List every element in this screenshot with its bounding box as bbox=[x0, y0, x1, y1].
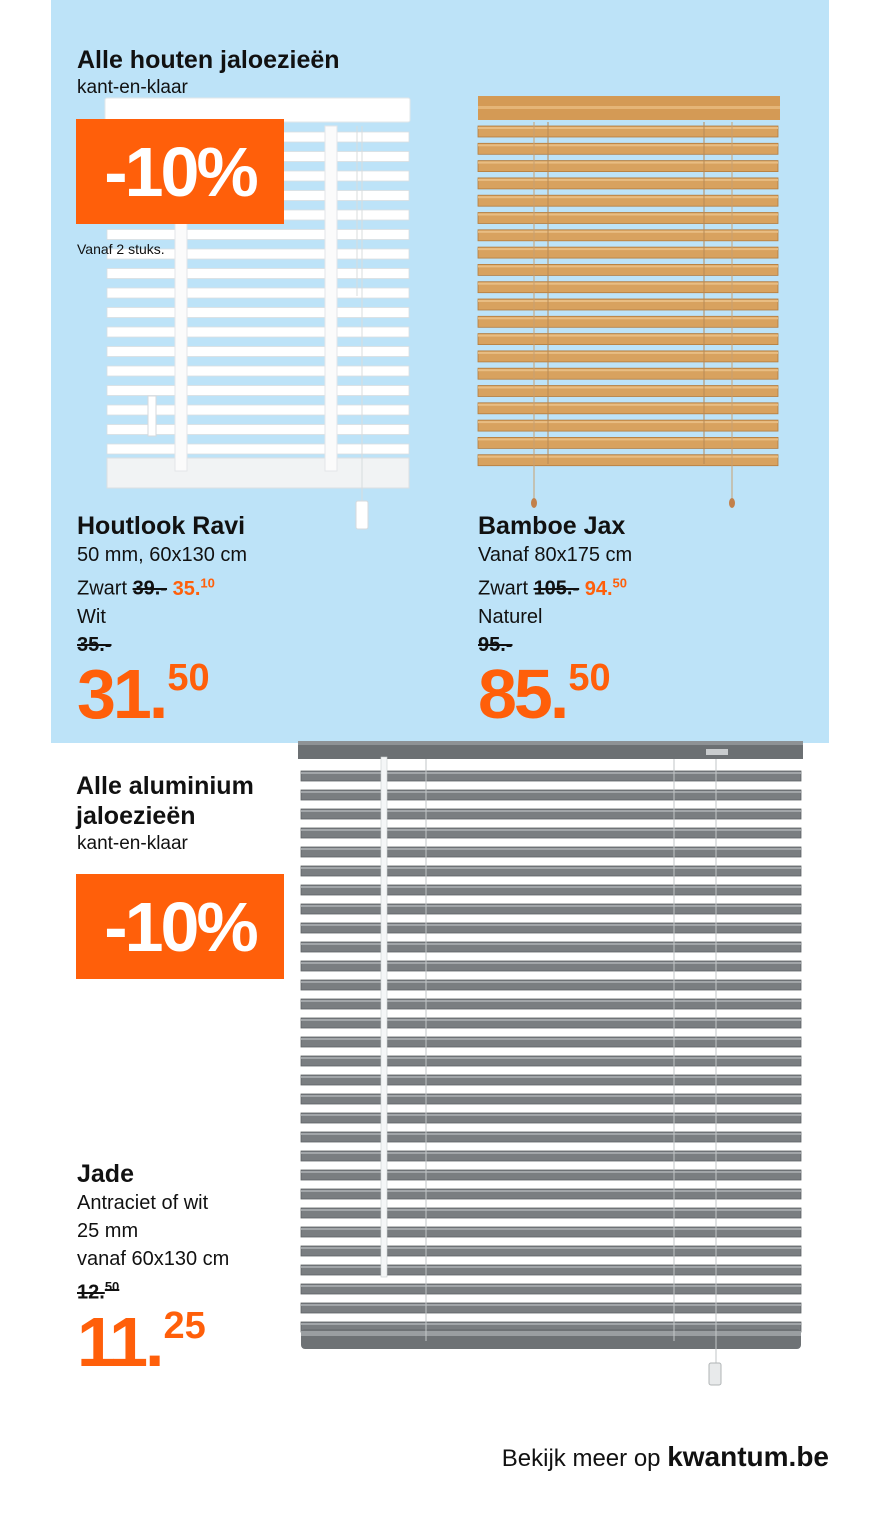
blind-slat-highlight bbox=[478, 317, 778, 319]
blind-slat-highlight bbox=[301, 791, 801, 793]
blind-slat-highlight bbox=[478, 265, 778, 267]
old-price: 12.50 bbox=[77, 1279, 120, 1304]
blind-slat-highlight bbox=[301, 1000, 801, 1002]
product-name: Jade bbox=[77, 1160, 134, 1188]
product-size: 50 mm, 60x130 cm bbox=[77, 544, 248, 566]
alu-section-title-line1: Alle aluminium bbox=[76, 772, 254, 800]
alu-section-subtitle: kant-en-klaar bbox=[77, 833, 188, 854]
blind-slat-highlight bbox=[478, 248, 778, 250]
blind-slat-highlight bbox=[301, 943, 801, 945]
wood-section-title: Alle houten jaloezieën bbox=[77, 46, 340, 74]
blind-slat-highlight bbox=[301, 924, 801, 926]
blind-slat-highlight bbox=[301, 962, 801, 964]
blind-slat-highlight bbox=[301, 1133, 801, 1135]
footer-link[interactable] bbox=[502, 1441, 829, 1473]
product-ravi bbox=[77, 511, 407, 733]
variant-new-price: 94.50 bbox=[584, 575, 627, 600]
alu-discount-badge: -10% bbox=[76, 874, 284, 979]
blind-slat-highlight bbox=[478, 231, 778, 233]
blind-slat-highlight bbox=[301, 1323, 801, 1325]
variant-color: Zwart bbox=[77, 577, 127, 600]
variant-color: Zwart bbox=[478, 577, 528, 600]
wood-discount-badge: -10% bbox=[76, 119, 284, 224]
blind-slat-highlight bbox=[478, 179, 778, 181]
product-name: Houtlook Ravi bbox=[77, 512, 246, 540]
blind-slat-highlight bbox=[301, 1228, 801, 1230]
blind-slat-highlight bbox=[478, 283, 778, 285]
blind-slat-highlight bbox=[301, 1266, 801, 1268]
variant-zwart-price bbox=[478, 569, 808, 603]
sale-price: 31.50 bbox=[77, 654, 210, 733]
blind-slat-highlight bbox=[478, 387, 778, 389]
product-size: vanaf 60x130 cm bbox=[77, 1248, 230, 1270]
blind-slat-highlight bbox=[301, 1038, 801, 1040]
wood-discount-note: Vanaf 2 stuks. bbox=[77, 241, 165, 257]
blind-slat-highlight bbox=[301, 810, 801, 812]
blind-slat-highlight bbox=[301, 829, 801, 831]
sale-price: 11.25 bbox=[77, 1302, 206, 1381]
blind-slat-highlight bbox=[478, 127, 778, 129]
blind-slat-highlight bbox=[301, 1190, 801, 1192]
blind-slat bbox=[107, 386, 409, 396]
blind-slat-highlight bbox=[301, 867, 801, 869]
blind-slat bbox=[107, 366, 409, 376]
wood-section-subtitle: kant-en-klaar bbox=[77, 77, 188, 98]
blind-slat bbox=[107, 444, 409, 454]
blind-slat-highlight bbox=[301, 1304, 801, 1306]
blind-slat-highlight bbox=[301, 1076, 801, 1078]
blind-slat bbox=[107, 269, 409, 279]
blind-slat-highlight bbox=[301, 848, 801, 850]
product-width: 25 mm bbox=[77, 1220, 139, 1242]
product-jade bbox=[77, 1159, 292, 1381]
blind-slat bbox=[107, 347, 409, 357]
blind-slat bbox=[107, 230, 409, 240]
variant-naturel-label: Naturel bbox=[478, 605, 543, 628]
blind-slat-highlight bbox=[301, 1114, 801, 1116]
blind-slat-highlight bbox=[301, 1152, 801, 1154]
product-size: Vanaf 80x175 cm bbox=[478, 544, 633, 566]
blind-slat-highlight bbox=[478, 214, 778, 216]
alu-section-title-line2: jaloezieën bbox=[76, 802, 196, 830]
blind-slat bbox=[107, 288, 409, 298]
blind-slat-highlight bbox=[478, 335, 778, 337]
blind-slat-highlight bbox=[301, 886, 801, 888]
blind-slat-highlight bbox=[301, 1171, 801, 1173]
footer-site[interactable]: kwantum.be bbox=[667, 1441, 829, 1472]
blind-slat-highlight bbox=[478, 352, 778, 354]
blind-slat-highlight bbox=[301, 981, 801, 983]
blind-slat-highlight bbox=[301, 1247, 801, 1249]
variant-new-price: 35.10 bbox=[172, 575, 215, 600]
blind-slat bbox=[107, 327, 409, 337]
blind-slat-highlight bbox=[478, 300, 778, 302]
variant-zwart-price bbox=[77, 569, 407, 603]
bamboo-blind-image bbox=[476, 94, 786, 514]
blind-slat-highlight bbox=[301, 1019, 801, 1021]
aluminium-blind-image bbox=[296, 741, 806, 1391]
product-name: Bamboe Jax bbox=[478, 512, 626, 540]
blind-slat-highlight bbox=[478, 162, 778, 164]
blind-slat-highlight bbox=[478, 438, 778, 440]
blind-slat-highlight bbox=[301, 1095, 801, 1097]
blind-slat-highlight bbox=[301, 772, 801, 774]
blind-slat-highlight bbox=[478, 456, 778, 458]
blind-slat-highlight bbox=[301, 1057, 801, 1059]
old-price: 35.- bbox=[77, 633, 112, 656]
blind-slat-highlight bbox=[478, 369, 778, 371]
blind-slat-highlight bbox=[478, 421, 778, 423]
variant-wit-label: Wit bbox=[77, 605, 106, 628]
sale-price: 85.50 bbox=[478, 654, 611, 733]
blind-slat bbox=[107, 308, 409, 318]
blind-slat-highlight bbox=[478, 144, 778, 146]
variant-old-price: 105.- bbox=[533, 577, 580, 600]
old-price: 95.- bbox=[478, 633, 513, 656]
product-color: Antraciet of wit bbox=[77, 1192, 209, 1214]
blind-slat-highlight bbox=[478, 404, 778, 406]
product-jax bbox=[478, 511, 808, 733]
blind-slat-highlight bbox=[301, 905, 801, 907]
variant-old-price: 39.- bbox=[132, 577, 168, 600]
blind-slat-highlight bbox=[301, 1285, 801, 1287]
footer-text: Bekijk meer op bbox=[501, 1445, 661, 1472]
blind-slat-highlight bbox=[301, 1209, 801, 1211]
blind-slat-highlight bbox=[478, 196, 778, 198]
